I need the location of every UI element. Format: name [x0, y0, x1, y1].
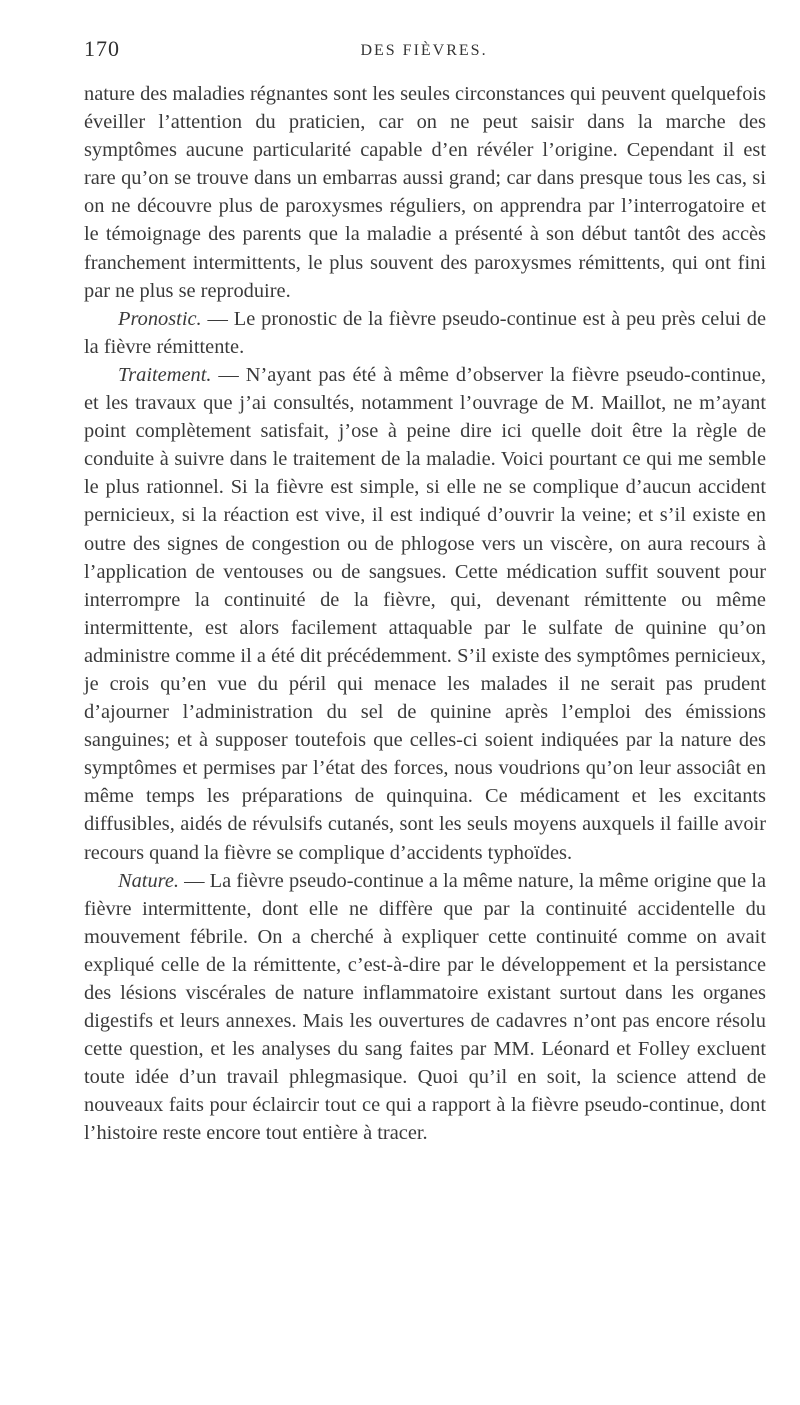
paragraph-traitement [84, 361, 766, 867]
section-rubric: Pronostic. [118, 307, 202, 330]
page-number: 170 [84, 36, 120, 61]
body-text [84, 80, 766, 1148]
section-rubric: Nature. [118, 869, 179, 892]
paragraph-continuation [84, 80, 766, 305]
paragraph-text: — La fièvre pseudo-continue a la même nature, la même origine que la fièvre intermittente, dont elle ne diffère que par la continuité accidentelle du mouvement fébrile. On a cherché à expliquer cette continuité comme on avait expliqué celle de la rémittente, c’est-à-dire par le développement et la persistance des lésions viscérales de nature inflammatoire existant surtout dans les organes digestifs et leurs annexes. Mais les ouvertures de cadavres n’ont pas encore résolu cette question, et les analyses du sang faites par MM. Léonard et Folley excluent toute idée d’un travail phlegmasique. Quoi qu’il en soit, la science attend de nouveaux faits pour éclaircir tout ce qui a rapport à la fièvre pseudo-continue, dont l’histoire reste encore tout entière à tracer. [84, 869, 766, 1145]
page-header [84, 36, 764, 66]
paragraph-text: nature des maladies régnantes sont les seules circonstances qui peuvent quelquefois éveiller l’attention du praticien, car on ne peut saisir dans la marche des symptômes aucune particularité capable d’en révéler l’origine. Cependant il est rare qu’on se trouve dans un embarras aussi grand; car dans presque tous les cas, si on ne découvre plus de paroxysmes réguliers, on apprendra par l’interrogatoire et le témoignage des parents que la maladie a présenté à son début tantôt des accès franchement intermittents, le plus souvent des paroxysmes rémittents, qui ont fini par ne plus se reproduire. [84, 83, 766, 302]
paragraph-pronostic [84, 305, 766, 361]
paragraph-nature [84, 867, 766, 1148]
running-title: DES FIÈVRES. [360, 42, 488, 59]
paragraph-text: — N’ayant pas été à même d’observer la fièvre pseudo-continue, et les travaux que j’ai consultés, notamment l’ouvrage de M. Maillot, ne m’ayant point complètement satisfait, j’ose à peine dire ici quelle doit être la règle de conduite à suivre dans le traitement de la maladie. Voici pourtant ce qui me semble le plus rationnel. Si la fièvre est simple, si elle ne se complique d’aucun accident pernicieux, si la réaction est vive, il est indiqué d’ouvrir la veine; et s’il existe en outre des signes de congestion ou de phlogose vers un viscère, on aura recours à l’application de ventouses ou de sangsues. Cette médication suffit souvent pour interrompre la continuité de la fièvre, qui, devenant rémittente ou même intermittente, est alors facilement attaquable par le sulfate de quinine qu’on administre comme il a été dit précédemment. S’il existe des symptômes pernicieux, je crois qu’en vue du péril qui menace les malades il ne serait pas prudent d’ajourner l’administration du sel de quinine après l’emploi des émissions sanguines; et à supposer toutefois que celles-ci soient indiquées par la nature des symptômes et permises par l’état des forces, nous voudrions qu’on leur associât en même temps les préparations de quinquina. Ce médicament et les excitants diffusibles, aidés de révulsifs cutanés, sont les seuls moyens auxquels il faille avoir recours quand la fièvre se complique d’accidents typhoïdes. [84, 363, 766, 864]
paragraph-text: — Le pronostic de la fièvre pseudo-continue est à peu près celui de la fièvre rémittente. [84, 307, 766, 358]
section-rubric: Traitement. [118, 363, 212, 386]
